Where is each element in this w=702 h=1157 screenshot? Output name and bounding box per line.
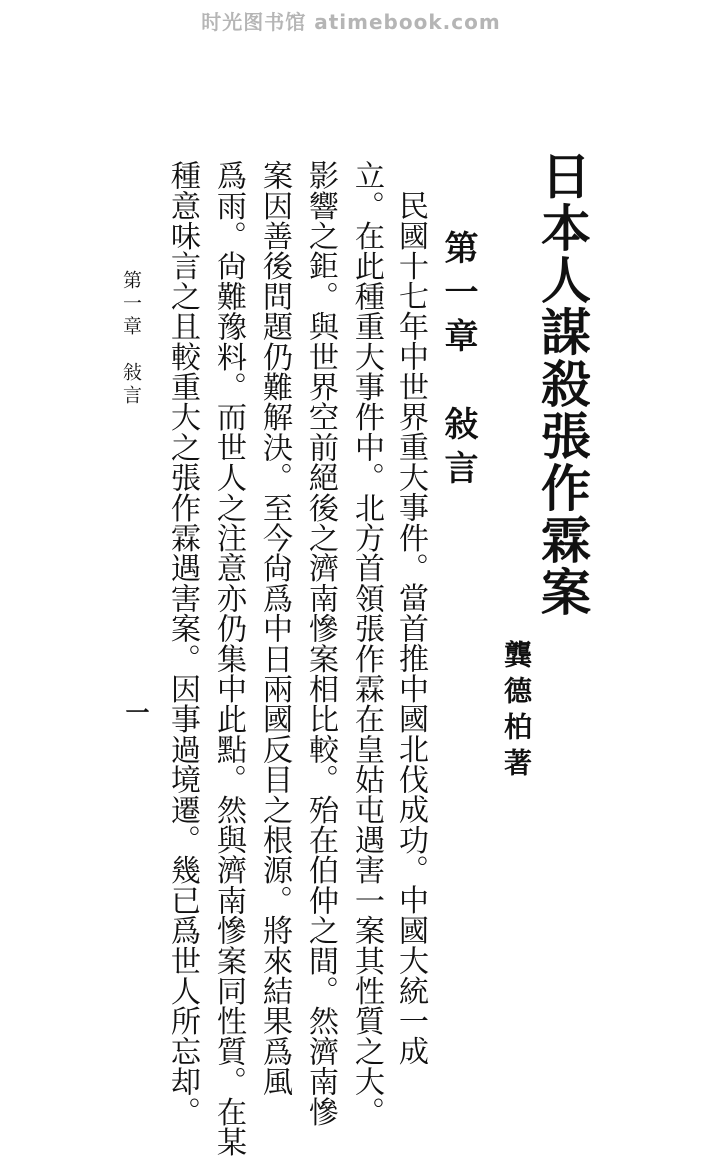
page-number: 一 <box>121 700 150 724</box>
author-name: 龔德柏著 <box>500 640 533 784</box>
body-line-5: 爲雨。尙難豫料。而世人之注意亦仍集中此點。然與濟南慘案同性質。在某 <box>211 160 246 1157</box>
body-line-2: 立。在此種重大事件中。北方首領張作霖在皇姑屯遇害一案其性質之大。 <box>349 160 384 1127</box>
running-header: 第一章 敍言 <box>120 270 142 408</box>
body-line-4: 案因善後問題仍難解決。至今尙爲中日兩國反目之根源。將來結果爲風 <box>257 160 292 1097</box>
site-watermark: 时光图书馆 atimebook.com <box>201 10 501 34</box>
body-line-3: 影響之鉅。與世界空前絕後之濟南慘案相比較。殆在伯仲之間。然濟南慘 <box>303 160 338 1127</box>
chapter-heading: 第一章 敍言 <box>438 230 478 494</box>
body-line-1: 民國十七年中世界重大事件。當首推中國北伐成功。中國大統一成 <box>393 190 428 1066</box>
book-title: 日本人謀殺張作霖案 <box>533 150 592 618</box>
body-line-6: 種意味言之且較重大之張作霖遇害案。因事過境遷。幾已爲世人所忘却。 <box>165 160 200 1127</box>
